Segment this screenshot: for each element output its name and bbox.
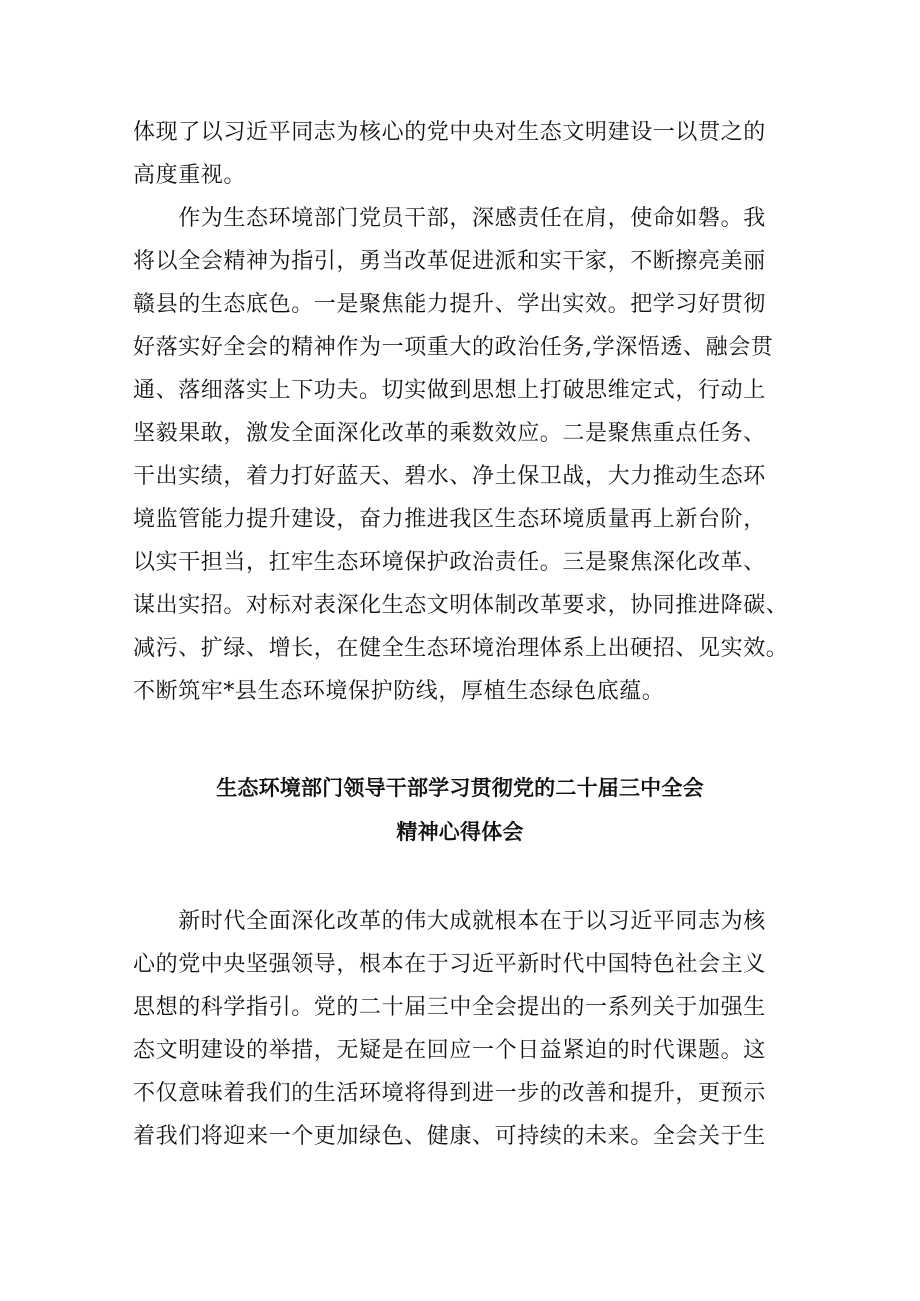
text-line: 干出实绩，着力打好蓝天、碧水、净土保卫战，大力推动生态环 — [133, 464, 766, 489]
text-line: 态文明建设的举措，无疑是在回应一个日益紧迫的时代课题。这 — [133, 1038, 766, 1063]
text-line: 赣县的生态底色。一是聚焦能力提升、学出实效。把学习好贯彻 — [133, 292, 766, 317]
text-line: 好落实好全会的精神作为一项重大的政治任务,学深悟透、融会贯 — [133, 335, 774, 360]
text-line: 不断筑牢*县生态环境保护防线，厚植生态绿色底蕴。 — [133, 679, 665, 704]
text-line: 谋出实招。对标对表深化生态文明体制改革要求，协同推进降碳、 — [133, 593, 789, 618]
text-line: 作为生态环境部门党员干部，深感责任在肩，使命如磐。我 — [133, 206, 766, 231]
title-line-2: 精神心得体会 — [396, 820, 524, 844]
text-line: 坚毅果敢，激发全面深化改革的乘数效应。二是聚焦重点任务、 — [133, 421, 766, 446]
text-line: 体现了以习近平同志为核心的党中央对生态文明建设一以贯之的 — [133, 120, 766, 145]
title-line-1: 生态环境部门领导干部学习贯彻党的二十届三中全会 — [216, 776, 704, 800]
text-line: 以实干担当，扛牢生态环境保护政治责任。三是聚焦深化改革、 — [133, 550, 766, 575]
text-line: 减污、扩绿、增长，在健全生态环境治理体系上出硬招、见实效。 — [133, 636, 789, 661]
text-line: 新时代全面深化改革的伟大成就根本在于以习近平同志为核 — [133, 909, 766, 934]
text-line: 不仅意味着我们的生活环境将得到进一步的改善和提升，更预示 — [133, 1081, 766, 1106]
text-line: 将以全会精神为指引，勇当改革促进派和实干家，不断擦亮美丽 — [133, 249, 766, 274]
text-line: 心的党中央坚强领导，根本在于习近平新时代中国特色社会主义 — [133, 952, 766, 977]
text-line: 着我们将迎来一个更加绿色、健康、可持续的未来。全会关于生 — [133, 1124, 766, 1149]
text-line: 境监管能力提升建设，奋力推进我区生态环境质量再上新台阶， — [133, 507, 766, 532]
text-line: 思想的科学指引。党的二十届三中全会提出的一系列关于加强生 — [133, 995, 766, 1020]
text-line: 高度重视。 — [133, 163, 247, 188]
text-line: 通、落细落实上下功夫。切实做到思想上打破思维定式，行动上 — [133, 378, 766, 403]
